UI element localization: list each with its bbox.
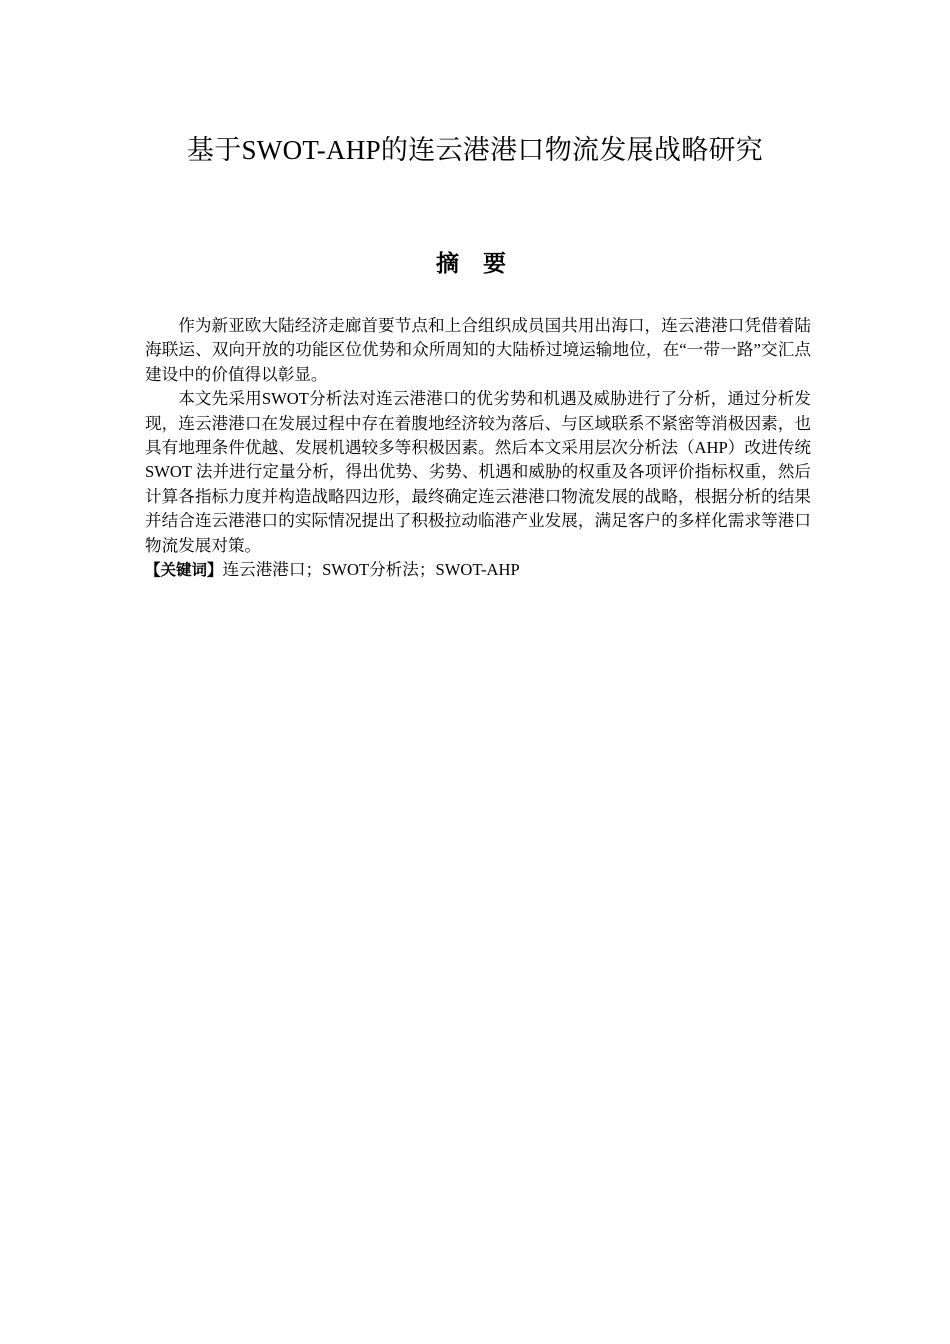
keywords-text: 连云港港口；SWOT分析法；SWOT-AHP (222, 560, 520, 580)
keywords-line (145, 558, 811, 582)
abstract-paragraph-2: 本文先采用SWOT分析法对连云港港口的优劣势和机遇及威胁进行了分析，通过分析发现，连云港港口在发展过程中存在着腹地经济较为落后、与区域联系不紧密等消极因素，也具有地理条件优越、发展机遇较多等积极因素。然后本文采用层次分析法（AHP）改进传统 SWOT 法并进行定量分析，得出优势、劣势、机遇和威胁的权重及各项评价指标权重，然后计算各指标力度并构造战略四边形，最终确定连云港港口物流发展的战略，根据分析的结果并结合连云港港口的实际情况提出了积极拉动临港产业发展，满足客户的多样化需求等港口物流发展对策。 (145, 389, 811, 555)
abstract-heading: 摘 要 (435, 251, 514, 277)
document-title: 基于SWOT-AHP的连云港港口物流发展战略研究 (186, 135, 764, 165)
abstract-body (145, 314, 811, 582)
keywords-label: 【关键词】 (145, 561, 223, 580)
abstract-paragraph-1: 作为新亚欧大陆经济走廊首要节点和上合组织成员国共用出海口，连云港港口凭借着陆海联运、双向开放的功能区位优势和众所周知的大陆桥过境运输地位，在“一带一路”交汇点建设中的价值得以彰显。 (145, 316, 811, 384)
